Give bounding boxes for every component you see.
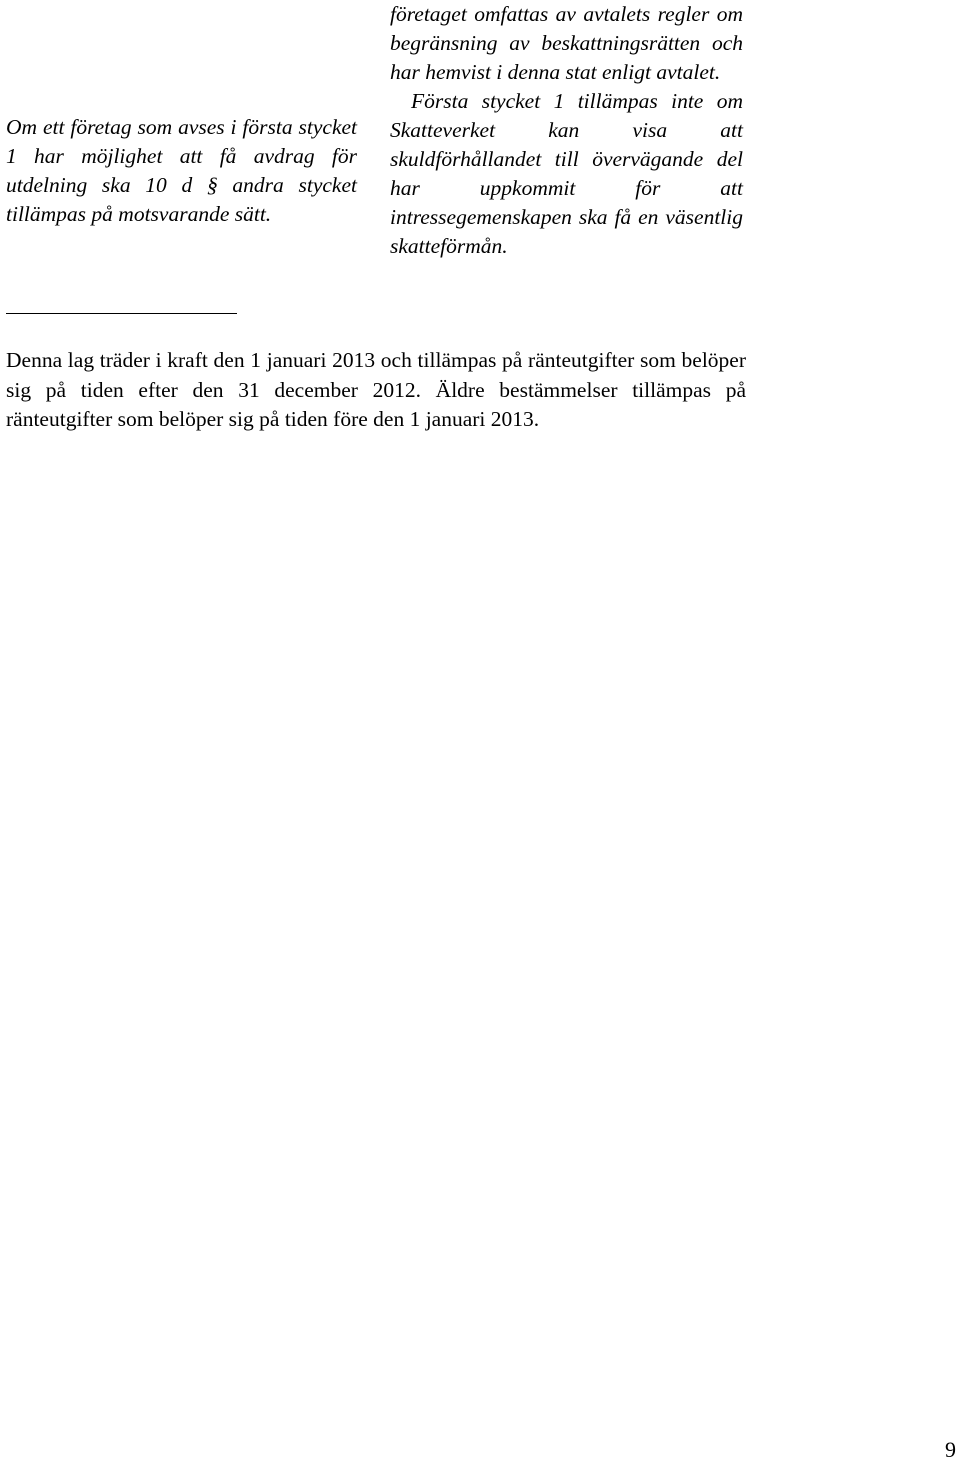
page-number: 9 [945, 1437, 956, 1462]
transitional-provision: Denna lag träder i kraft den 1 januari 2013 och tillämpas på ränteutgifter som belöper sig på tiden efter den 31 december 2012. Äldre bestämmelser tillämpas på ränteutgifter som belöper sig på tiden före den 1 januari 2013. [6, 348, 746, 431]
left-column-paragraph: Om ett företag som avses i första stycket 1 har möjlighet att få avdrag för utdelning ska 10 d § andra stycket tillämpas på motsvarande sätt. [6, 115, 357, 226]
left-column [6, 113, 357, 229]
right-column-paragraph: Första stycket 1 tillämpas inte om Skatteverket kan visa att skuldförhållandet till övervägande del har uppkommit för att intressegemenskapen ska få en väsentlig skatteförmån. [390, 89, 743, 258]
right-column [390, 0, 743, 261]
section-divider [6, 313, 237, 314]
right-column-continuation: företaget omfattas av avtalets regler om begränsning av beskattningsrätten och har hemvist i denna stat enligt avtalet. [390, 2, 743, 84]
